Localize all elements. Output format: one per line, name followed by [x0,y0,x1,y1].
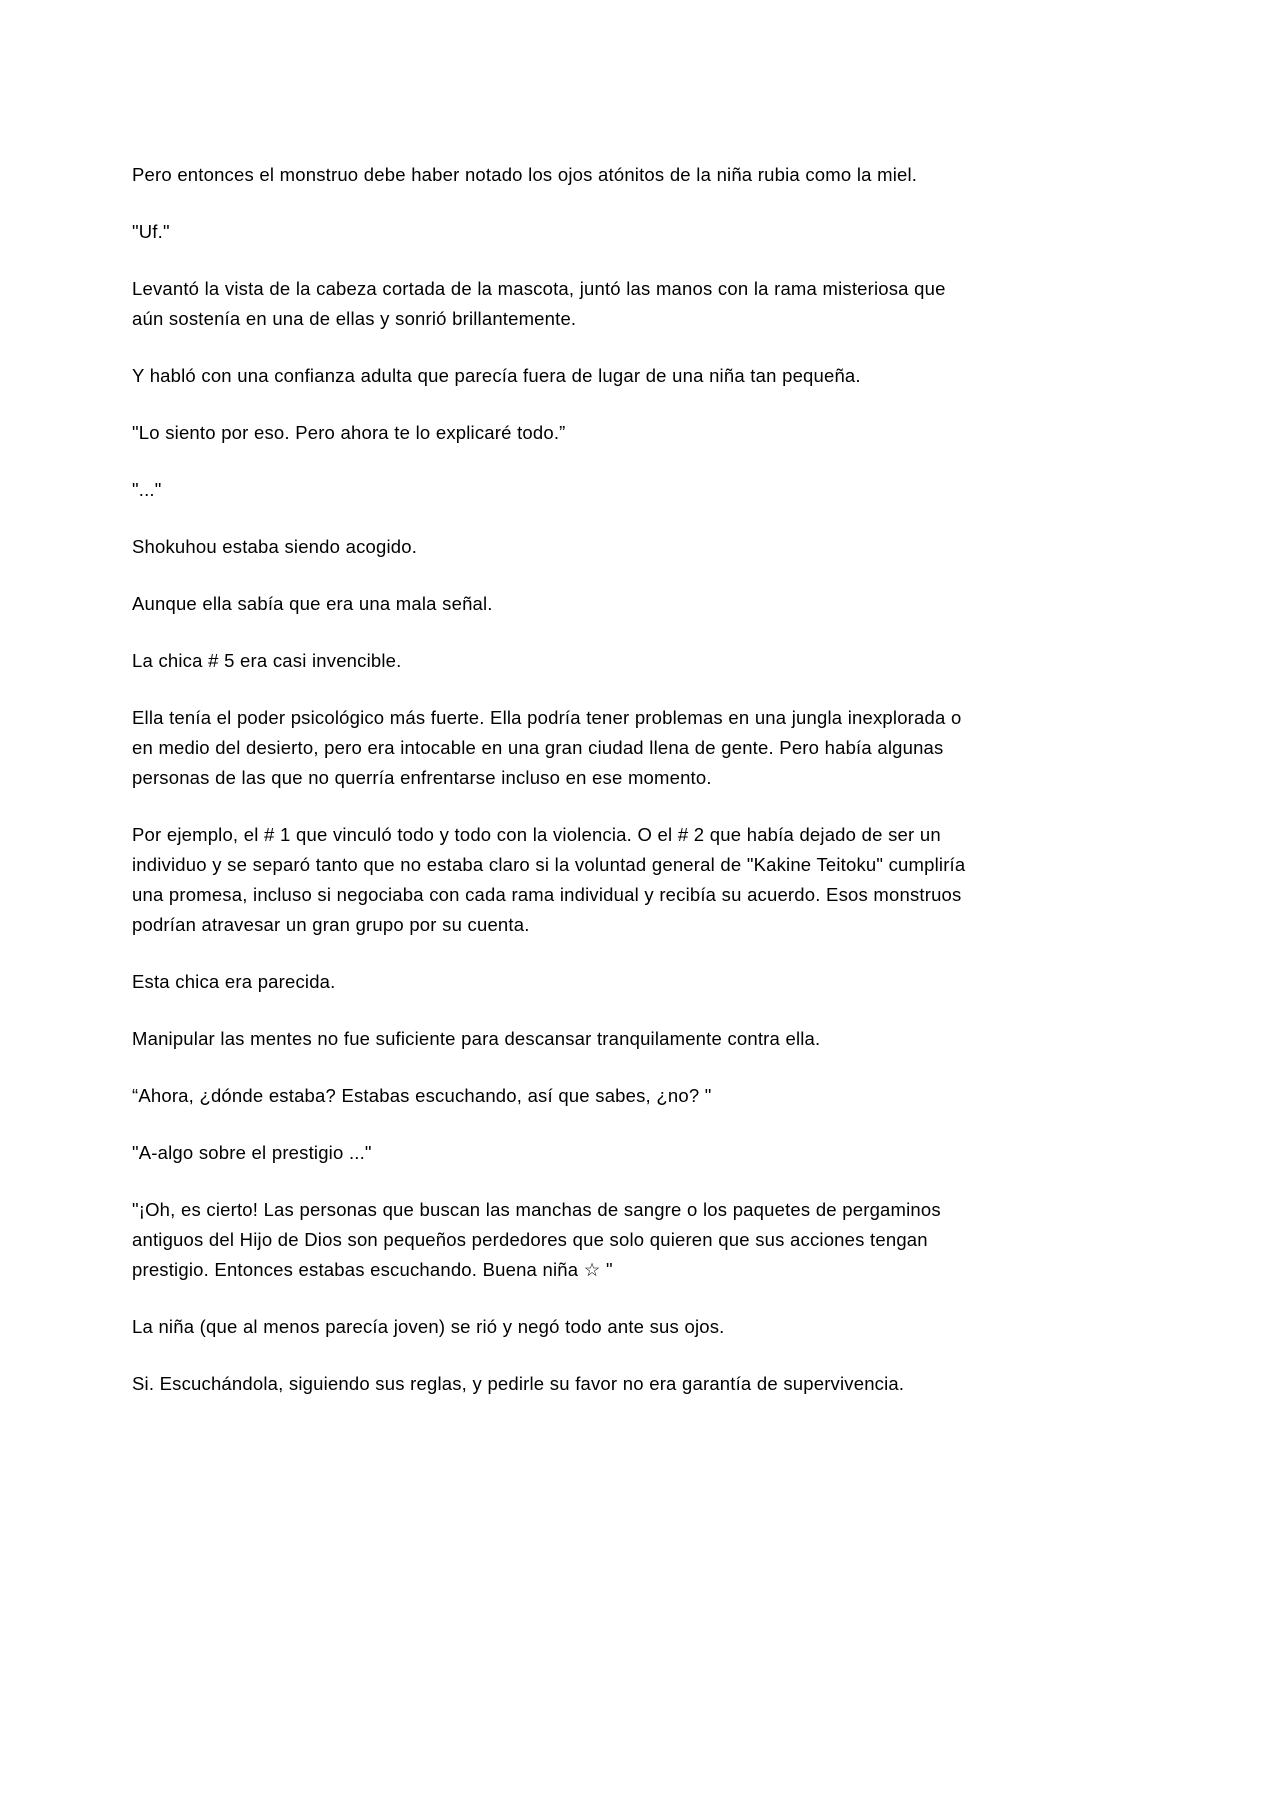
paragraph: Pero entonces el monstruo debe haber notado los ojos atónitos de la niña rubia como la miel. [132,164,918,185]
paragraph: Shokuhou estaba siendo acogido. [132,536,418,557]
paragraph: Esta chica era parecida. [132,971,336,992]
paragraph: "A-algo sobre el prestigio ..." [132,1142,372,1163]
paragraph: “Ahora, ¿dónde estaba? Estabas escuchando, así que sabes, ¿no? " [132,1085,712,1106]
paragraph: "Uf." [132,221,170,242]
paragraph: Si. Escuchándola, siguiendo sus reglas, y pedirle su favor no era garantía de supervivencia. [132,1373,905,1394]
paragraph: Ella tenía el poder psicológico más fuerte. Ella podría tener problemas en una jungla inexplorada o en medio del desierto, pero era intocable en una gran ciudad llena de gente. Pero había algunas personas de las que no querría enfrentarse incluso en ese momento. [132,707,962,788]
paragraph: La chica # 5 era casi invencible. [132,650,402,671]
paragraph: Aunque ella sabía que era una mala señal. [132,593,493,614]
paragraph: Y habló con una confianza adulta que parecía fuera de lugar de una niña tan pequeña. [132,365,861,386]
paragraph: "..." [132,479,162,500]
paragraph: "¡Oh, es cierto! Las personas que buscan las manchas de sangre o los paquetes de pergaminos antiguos del Hijo de Dios son pequeños perdedores que solo quieren que sus acciones tengan prestigio. Entonces estabas escuchando. Buena niña ☆ " [132,1199,941,1280]
paragraph: Manipular las mentes no fue suficiente para descansar tranquilamente contra ella. [132,1028,821,1049]
document-text-body [132,160,980,1399]
paragraph: "Lo siento por eso. Pero ahora te lo explicaré todo.” [132,422,566,443]
paragraph: Por ejemplo, el # 1 que vinculó todo y todo con la violencia. O el # 2 que había dejado de ser un individuo y se separó tanto que no estaba claro si la voluntad general de "Kakine Teitoku" cumpliría una promesa, incluso si negociaba con cada rama individual y recibía su acuerdo. Esos monstruos podrían atravesar un gran grupo por su cuenta. [132,824,966,935]
paragraph: Levantó la vista de la cabeza cortada de la mascota, juntó las manos con la rama misteriosa que aún sostenía en una de ellas y sonrió brillantemente. [132,278,946,329]
paragraph: La niña (que al menos parecía joven) se rió y negó todo ante sus ojos. [132,1316,725,1337]
